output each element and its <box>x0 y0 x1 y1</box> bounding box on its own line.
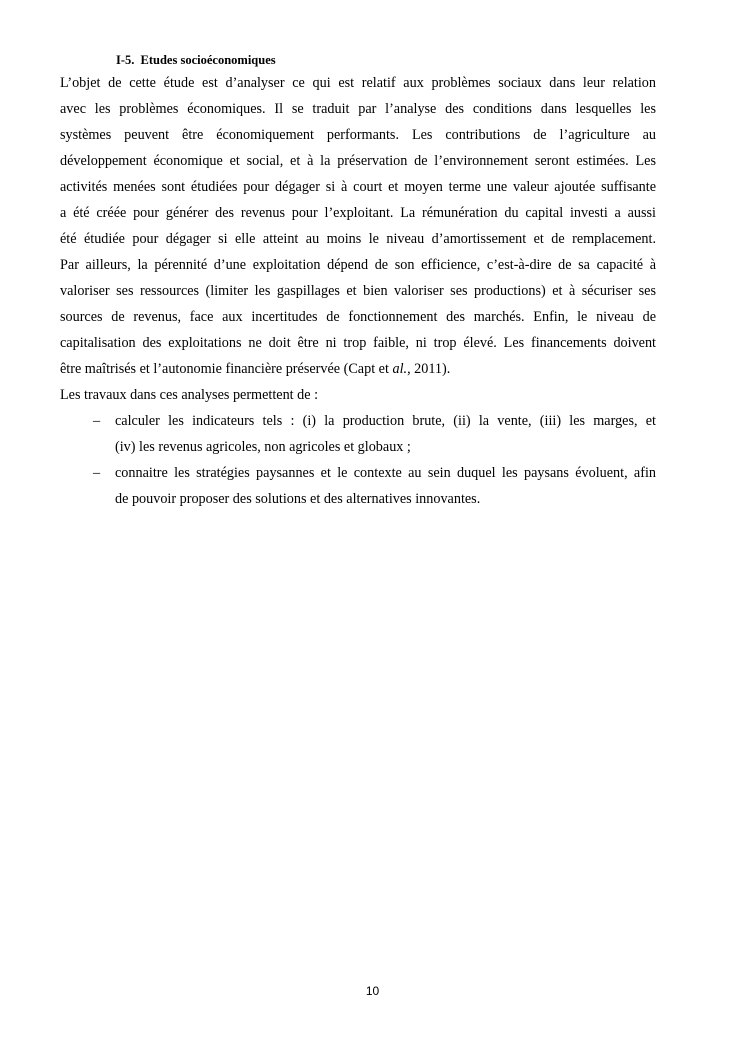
citation-italic: al. <box>392 361 408 377</box>
paragraph-last-line <box>60 356 656 382</box>
bullet-dash: – <box>93 413 101 429</box>
list-item <box>60 460 656 512</box>
page-number: 10 <box>365 984 380 998</box>
paragraph-line: systèmes peuvent être économiquement performants. Les contributions de l’agriculture au <box>60 127 656 143</box>
list-item-line: connaitre les stratégies paysannes et le contexte au sein duquel les paysans évoluent, afin <box>115 465 656 481</box>
body-text <box>60 70 656 512</box>
paragraph-line: capitalisation des exploitations ne doit être ni trop faible, ni trop élevé. Les financements doivent <box>60 335 656 351</box>
paragraph-line: activités menées sont étudiées pour dégager si à court et moyen terme une valeur ajoutée suffisante <box>60 179 656 195</box>
list-item-line: de pouvoir proposer des solutions et des alternatives innovantes. <box>115 491 481 507</box>
paragraph-line: avec les problèmes économiques. Il se traduit par l’analyse des conditions dans lesquelles les <box>60 101 656 117</box>
paragraph-line: L’objet de cette étude est d’analyser ce qui est relatif aux problèmes sociaux dans leur relation <box>60 75 656 91</box>
paragraph-line: été étudiée pour dégager si elle atteint au moins le niveau d’amortissement et de remplacement. <box>60 231 656 247</box>
paragraph-line: a été créée pour générer des revenus pour l’exploitant. La rémunération du capital investi a aussi <box>60 205 656 221</box>
paragraph-line: développement économique et social, et à la préservation de l’environnement seront estimées. Les <box>60 153 656 169</box>
paragraph-line: valoriser ses ressources (limiter les gaspillages et bien valoriser ses productions) et à sécuriser ses <box>60 283 656 299</box>
list-item-line: calculer les indicateurs tels : (i) la production brute, (ii) la vente, (iii) les marges, et <box>115 413 656 429</box>
paragraph <box>60 70 656 382</box>
section-number: I-5. <box>116 53 135 67</box>
citation-text-before: être maîtrisés et l’autonomie financière préservée (Capt et <box>60 361 393 377</box>
bullet-list <box>60 408 656 512</box>
section-title: Etudes socioéconomiques <box>140 53 276 67</box>
list-intro: Les travaux dans ces analyses permettent de : <box>60 387 319 403</box>
paragraph-line: sources de revenus, face aux incertitudes de fonctionnement des marchés. Enfin, le niveau de <box>60 309 656 325</box>
section-heading <box>116 52 276 68</box>
citation-text-after: , 2011). <box>407 361 451 377</box>
bullet-dash: – <box>93 465 101 481</box>
list-item <box>60 408 656 460</box>
paragraph-line: Par ailleurs, la pérennité d’une exploitation dépend de son efficience, c’est-à-dire de sa capacité à <box>60 257 656 273</box>
list-item-line: (iv) les revenus agricoles, non agricoles et globaux ; <box>115 439 411 455</box>
